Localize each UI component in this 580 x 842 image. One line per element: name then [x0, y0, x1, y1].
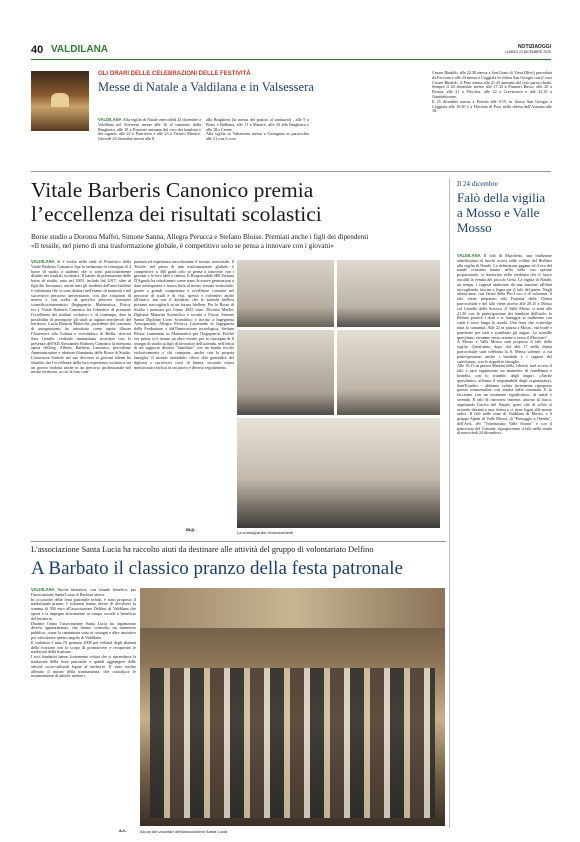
article2-subtitle-text: Borse studio a Dorotea Maffei, Simone Sanna, Allegra Perucca e Stefano Bloise. Premiati anche i figli dei dipendenti	[31, 233, 369, 241]
article2-col2	[134, 260, 234, 370]
article2-title-line2: l’eccellenza dei risultati scolastici	[31, 202, 322, 226]
newspaper-brand: NOTIZIAOGGI	[517, 44, 551, 50]
header-rule	[31, 59, 551, 60]
photo-ceiling	[140, 588, 445, 628]
divider	[31, 171, 551, 172]
divider-article3	[31, 541, 446, 542]
article1-col1-text: Alla vigilia di Natale mercoledì 24 dicembre a Valdilana nel Triverese messe alle 16 al santuario della Brughiera, alle 18 a Ponzone animata dal coro dei bambini e dei ragazzi, alle 22 a Pratrivero e alle 23 a Trivero Matrice. Giovedì 25 dicembre messa alle 8	[98, 117, 201, 142]
award-group-photo	[237, 418, 440, 528]
article2-place: VALDILANA	[31, 259, 55, 264]
article1-title: Messe di Natale a Valdilana e in Valsessera	[98, 80, 314, 94]
article3-place: VALDILANA	[31, 587, 55, 592]
article1-kicker: GLI ORARI DELLE CELEBRAZIONI DELLE FESTIVITÀ	[98, 71, 251, 77]
sidebar-title: Falò della vigilia a Mosso e Valle Mosso	[457, 190, 546, 235]
nativity-figure	[51, 93, 69, 107]
article1-col3	[432, 71, 552, 114]
article2-subtitle	[31, 233, 441, 251]
article1-col3-text: Cesare Rinaldo, alle 22.30 messa a San Grato di Viera (Rivò) preceduta da Facciata e alle 24 messa a Coggiola in chiesa San Giorgio con il coro Cesare Rinaldo. A Pray messa alle 21.45 animata dal coro parrocchiale. Sempre il 24 dicembre messe alle 17.30 a Piancerì Basso, alle 20 a Postua, alle 21 a Flecchia, alle 22 a Crevacuore e alle 22.30 a Guardabosone. Il 25 dicembre messa a Portula alle 9.15, in chiesa San Giorgio a Coggiola alle 10.30 e a Flecchia di Pray nella chiesa dell'Assunta alle 18.	[432, 70, 552, 114]
article2-quote: «Il tessile, nel pieno di una trasformazione globale, è competitivo solo se pensa a innovare con i giovani»	[31, 242, 334, 250]
article3-signature: a.s.	[119, 829, 126, 834]
article2-col1	[31, 260, 131, 375]
sidebar-text: Il falò di Marchetto, una tradizione antichissima di fuochi accesi sulle colline del Biellese alla vigilia di Natale. La definizione pagana ed il rito del natale cristiano hanno nella valle con sperare propiziatorie, si trasforma nella credenza che il fuoco riscaldi la venuta del piccolo Gesù. La vigilia di Natale, un tempo, i ragazzi andavano da una frazione all'altra raccogliendo fascine e legna per il falò del paese. Negli ultimi anni, con l'aiuto delle Pro Loco e di volontari, il falò viene preparato alla Fontana della Chiesa parrocchiale e del falò viene acceso alle 20.15 a Mosso col Castello della Sciosca. A Valle Mosso si terrà alle 21.30 con la partecipazione dei bambini dell'asilo: la Befana porterà i doni e si festeggia la tradizione con canti e torce lungo la strada. Una festa che coinvolge tutta la comunità. Alle 22 in piazza a Mosso, vin brulé e panettone per tutti e scambiati gli auguri. Le scintille quest'anno vivranno verso oriente o verso il Macrone? A Mosso e Valle Mosso sarà proposto il falò della vigilia. Quest'anno, dopo che alle 17 nella chiesa parrocchiale sarà celebrata la S. Messa solenne, a cui parteciperanno anche i bambini e i ragazzi del catechismo, con le rispettive famiglie. Alle 18.15 in piazza Mantini della Libertà, sarà acceso il falò e sarà organizzato un momento di fratellanza e brindisi, con lo scambio degli auguri. «Anche quest'anno» afferma il responsabile degli organizzatori, Sant'Eusebio - abbiamo voluto fortemente riproporre questa consuetudine così sentita dalla comunità. E lo facciamo con un momento significativo, di unità e serenità. Il falò di ritrovarsi insieme, attorno al fuoco, aspettando l'arrivo del Natale, gesto che di solito si accende davanti a una chiesa e ci tiene legati alle nostre radici. Il falò nelle zone di Valdilana di Mosso, e il gruppo Alpini di Valle Mosso, di "Passaggio a Oriente", dell'Avis, del "Volontariato Valle Strona" e con il patrocinio del Comune, riproporremo il falò nella serata di mercoledì 24 dicembre».	[457, 253, 552, 436]
award-photo-2	[337, 260, 440, 327]
article3-photo-caption: Alcuni dei volontari dell'associazione Santa Lucia	[140, 829, 228, 834]
award-photo-3	[237, 330, 334, 415]
nativity-photo	[31, 71, 89, 131]
article2-col1-text: Si è svolta nella sede di Pratrivero della Vitale Barberis Canonico Spa la cerimonia di consegna di 4 borse di studio a studenti che si sono particolarmente distinti nei risultati scolastici. Il bando di premiazione delle borse di studio, nato nel 2003, include dal 2017, oltre ai figli dei lavoratori, anche tutti gli studenti dell'area biellese e valsesiana che si sono distinti nell'esame di maturità e nel successivo percorso universitario, con alte votazioni di merito e con scelta di specifici percorsi formativi scientifico/matematici (Ingegneria, Matematica, Fisica, ecc.). Vitale Barberis Canonico ha l'obiettivo di premiare l'eccellenza dei risultati scolastici e, al contempo, dare la possibilità di proseguire gli studi ai ragazzi meritevoli del territorio. Lucia Bianchi Maiocchi, presidente del comitato di assegnazione, ha introdotto come ospite illustre l'Assessore alla Cultura e vicesindaco di Biella, dott.ssa Sara Gentile, vedendo innanzitutto ricordato con la presenza dell'AD Alessandro Barberis Canonico la memoria opera dell'ing. Alberto Barberis Canonico, precedente Amministratore e ideatore illuminato delle Borse di Studio. L'assessore Gentile nel suo discorso ai giovani talenti ha ribadito che l'eccellenza della loro esperienza scolastica sia un giorno tradotta anche in un percorso professionale nel nostro territorio, in cui la loro com-	[31, 259, 131, 375]
volunteers-photo	[140, 588, 445, 826]
sidebar-place: VALDILANA	[457, 253, 481, 258]
article3-kicker: L'associazione Santa Lucia ha raccolto aiuti da destinare alle attività del gruppo di volontariato Delfino	[31, 545, 374, 554]
sidebar-separator	[449, 178, 450, 828]
page-number: 40	[31, 44, 44, 56]
award-photo-4	[337, 330, 440, 415]
sidebar-date-line: Il 24 dicembre	[457, 180, 498, 188]
article2-col2-text: petenza ed esperienza arricchiranno il tessuto territoriale. Il Tessile, nel pieno di una trasformazione globale, è competitivo a 360 gradi solo se pensa a innovare con i giovani e le loro idee e talenti. Il Responsabile HR Stefano D'Agnolo ha sottolineato come siano le nuove generazioni a dare un'impronta e nuova linfa al nostro tessuto territoriale, grazie a grandi competenze e eccellenze costruite nel percorso di studi e di vita, spesso e volentieri anche all'estero, ma con il desiderio che le aziende biellesi possano riaccoglierli in un futuro biellese. Per le Borse di Studio i premiati per l'anno 2025 sono: Dorotea Maffei, Diploma Maturità Scientifica e iscritta a Fisica, Simone Sanna Diploma Liceo Scientifico e iscritto a Ingegneria Aerospaziale, Allegra Perucca Laureanda in Ingegneria della Produzione e dell'Innovazione tecnologica, Stefano Bloise Laureando in Matematica per l'Ingegneria. Poiché ore prima si è tenuto un altro evento per la consegna di 6 assegni di studio ai figli di lavoratori dell'azienda, nell'ottica di un supporto diverso "familiare" con un bando rivolto esclusivamente a chi compone, anche con la propria famiglia, il mondo aziendale, rilevo alla generalità dei diplomi e successivi corsi di laurea, secondo criteri meritocratici inclusi in un nuovo e diverso regolamento.	[134, 259, 234, 370]
article3-text: Nuova iniziativa, con sfondo benefico, per l'associazione Santa Lucia di Barbato ottava. In occasione della festa patronale infatti, è stato proposto il tradizionale pranzo. I volontari hanno deciso di devolvere la somma di 500 euro all'associazione Delfino di Valdilana che opera e si impegna attivamente in campo sociale a beneficio del territorio. Durante l'anno l'associazione Santa Lucia ha organizzato diversi appuntamenti, che hanno coinvolto un numeroso pubblico, come la camminata sotto ai castagni e altre iniziative per valorizzare questo angolo di Valdilana. Il sodalizio è nato l'8 gennaio 2008 per volontà degli abitanti della frazione con lo scopo di promuovere e recuperare le tradizioni della frazione. I soci fondatori hanno fortemente voluto che si riprendesse la tradizione della festa patronale e quindi aggiungere delle attività socio-culturali legate al territorio. E' stato inoltre allestito il museo della transumanza, che custodisce le testimonianze di antichi mestieri.	[31, 587, 136, 679]
article2-photo-caption: La consegna dei riconoscimenti	[237, 530, 294, 535]
sidebar-body	[457, 254, 552, 436]
award-photo-1	[237, 260, 334, 327]
article1-col1	[98, 118, 201, 142]
section-name: VALDILANA	[51, 44, 109, 55]
article3-body	[31, 588, 136, 679]
issue-date: LUNEDÌ 22 DICEMBRE 2025	[505, 50, 551, 54]
article1-place: VALDILANA	[98, 117, 122, 122]
article2-title	[31, 178, 441, 226]
article2-signature: m.p.	[186, 528, 196, 533]
article2-title-line1: Vitale Barberis Canonico premia	[31, 178, 314, 202]
article3-title: A Barbato il classico pranzo della festa patronale	[31, 558, 403, 579]
volunteers-group	[150, 668, 435, 818]
article1-col2	[206, 118, 309, 142]
page-header	[31, 44, 551, 58]
article1-col2-text: alla Brughiera (la messa dei pastori al santuario) , alle 9 a Botto e Bulliana, alle 11 a Matrice, alle 16 alla Brughiera e alle 18 a Cereie. Alla vigilia in Valsessera messa a Castagnea in parrocchia alle 21 con il coro	[206, 117, 309, 142]
